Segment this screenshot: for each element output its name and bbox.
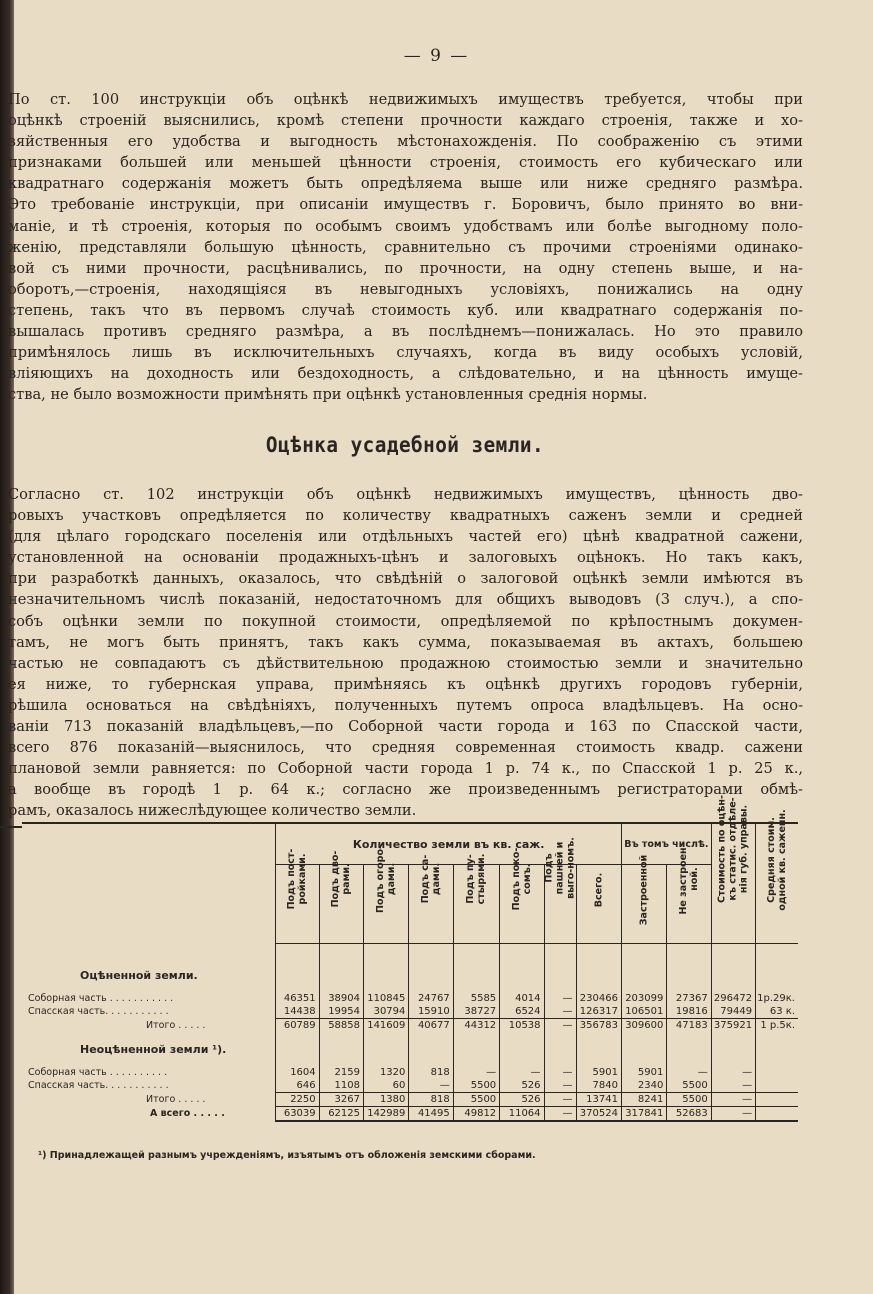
table-cell: 126317 xyxy=(576,1005,621,1019)
table-cell: 106501 xyxy=(621,1005,666,1019)
table-cell: 5585 xyxy=(453,992,499,1005)
table-cell: — xyxy=(667,1066,711,1079)
table-cell: 375921 xyxy=(711,1019,755,1033)
text-line: а вообще въ городѣ 1 р. 64 к.; согласно же произведеннымъ регистраторами обмѣ- xyxy=(8,781,803,799)
total-row xyxy=(22,1019,798,1033)
table-cell: 5500 xyxy=(453,1079,499,1093)
text-line: зяйственныя его удобства и выгодность мѣстонахожденія. По соображенію съ этими xyxy=(8,133,803,151)
table-cell: 14438 xyxy=(276,1005,319,1019)
table-cell: 1р.29к. xyxy=(756,992,798,1005)
table-cell: 63 к. xyxy=(756,1005,798,1019)
table-cell: 1380 xyxy=(364,1093,409,1107)
table-cell xyxy=(756,1093,798,1107)
table-cell: 317841 xyxy=(621,1107,666,1122)
table-cell: 1604 xyxy=(276,1066,319,1079)
table-cell: — xyxy=(711,1079,755,1093)
table-cell: 1320 xyxy=(364,1066,409,1079)
table-cell: 44312 xyxy=(453,1019,499,1033)
column-header: Подъ пост-ройками. xyxy=(276,865,319,944)
text-line: вліяющихъ на доходность или бездоходность, а слѣдовательно, и на цѣнность имуще- xyxy=(8,365,803,383)
table-cell xyxy=(756,1107,798,1122)
table-cell: 60 xyxy=(364,1079,409,1093)
table-cell: 646 xyxy=(276,1079,319,1093)
text-line: собъ оцѣнки земли по покупной стоимости, опредѣляемой по крѣпостнымъ докумен- xyxy=(8,612,803,630)
group-header-including: Въ томъ числѣ. xyxy=(621,823,711,865)
text-line: установленной на основаніи продажныхъ-цѣнъ и залоговыхъ оцѣнокъ. Но такъ какъ, xyxy=(8,549,803,567)
column-header: Подъ дво-рами. xyxy=(319,865,363,944)
table-cell: 4014 xyxy=(500,992,544,1005)
table-cell: 296472 xyxy=(711,992,755,1005)
table-cell: 370524 xyxy=(576,1107,621,1122)
text-line: тамъ, не могъ быть принятъ, такъ какъ сумма, показываемая въ актахъ, большею xyxy=(8,633,803,651)
table-cell: 818 xyxy=(409,1093,453,1107)
table-cell: 63039 xyxy=(276,1107,319,1122)
table-cell: 30794 xyxy=(364,1005,409,1019)
table-cell: 230466 xyxy=(576,992,621,1005)
column-header: Подъ пашней и выго-номъ. xyxy=(544,865,576,944)
group-header-quantity: Количество земли въ кв. саж. xyxy=(276,823,622,865)
table-cell: — xyxy=(711,1107,755,1122)
row-label: Соборная часть . . . . . . . . . . xyxy=(28,1067,168,1078)
table-row xyxy=(22,1005,798,1019)
text-line: ваніи 713 показаній владѣльцевъ,—по Соборной части города и 163 по Спасской части, xyxy=(8,718,803,736)
table-cell: 1108 xyxy=(319,1079,363,1093)
section-heading: Оцѣнка усадебной земли. xyxy=(265,433,545,457)
page-number: — 9 — xyxy=(403,46,470,66)
table-cell: 356783 xyxy=(576,1019,621,1033)
row-label: Соборная часть . . . . . . . . . . . xyxy=(28,993,174,1004)
row-label: Итого . . . . . xyxy=(146,1019,206,1031)
text-line: ства, не было возможности примѣнять при оцѣнкѣ установленныя среднія нормы. xyxy=(8,386,648,404)
text-line: частью не совпадаютъ съ дѣйствительною продажною стоимостью земли и значительно xyxy=(8,654,803,672)
table-cell: — xyxy=(544,1019,576,1033)
column-header: Всего. xyxy=(576,865,621,944)
table-cell: — xyxy=(544,1005,576,1019)
table-cell: 5500 xyxy=(667,1079,711,1093)
table-cell: 49812 xyxy=(453,1107,499,1122)
text-line: признаками большей или меньшей цѣнности строенія, стоимость его кубическаго или xyxy=(8,154,803,172)
column-header: Застроенной xyxy=(621,865,666,944)
text-line: квадратнаго содержанія можетъ быть опредѣляема выше или ниже средняго размѣра. xyxy=(8,175,803,193)
table-row xyxy=(22,1079,798,1093)
table-cell: 40677 xyxy=(409,1019,453,1033)
table-cell: 27367 xyxy=(667,992,711,1005)
table-cell: 5500 xyxy=(667,1093,711,1107)
table-stub-header xyxy=(22,823,276,944)
table-row xyxy=(22,992,798,1005)
text-line: По ст. 100 инструкціи объ оцѣнкѣ недвижимыхъ имуществъ требуется, чтобы при xyxy=(8,91,803,108)
text-line: оборотъ,—строенія, находящіяся въ невыгодныхъ условіяхъ, понижались на одну xyxy=(8,280,803,298)
grand-total-row xyxy=(22,1107,798,1122)
text-line: степень, такъ что въ первомъ случаѣ стоимость куб. или квадратнаго содержанія по- xyxy=(8,301,803,319)
total-row xyxy=(22,1093,798,1107)
table-cell: 5901 xyxy=(576,1066,621,1079)
footnote: ¹) Принадлежащей разнымъ учрежденіямъ, изъятымъ отъ обложенія земскими сборами. xyxy=(38,1150,536,1161)
table-cell: 3267 xyxy=(319,1093,363,1107)
table-cell: 52683 xyxy=(667,1107,711,1122)
table-cell: 60789 xyxy=(276,1019,319,1033)
section-title: Оцѣненной земли. xyxy=(80,969,198,982)
table-cell: — xyxy=(544,992,576,1005)
table-cell: 38904 xyxy=(319,992,363,1005)
text-line: рамъ, оказалось нижеслѣдующее количество земли. xyxy=(8,802,417,820)
column-header: Подъ са-дами. xyxy=(409,865,453,944)
table-cell: 5901 xyxy=(621,1066,666,1079)
table-cell: — xyxy=(453,1066,499,1079)
table-cell: 15910 xyxy=(409,1005,453,1019)
table-cell: 47183 xyxy=(667,1019,711,1033)
table-cell: — xyxy=(500,1066,544,1079)
text-line: Это требованіе инструкціи, при описаніи имуществъ г. Боровичъ, было принято во вни- xyxy=(8,196,803,214)
text-line: ровыхъ участковъ опредѣляется по количеству квадратныхъ саженъ земли и средней xyxy=(8,507,803,525)
text-line: незначительномъ числѣ показаній, недостаточномъ для общихъ выводовъ (3 случ.), а спо- xyxy=(8,591,803,609)
table-cell: — xyxy=(409,1079,453,1093)
text-line: (для цѣлаго городскаго поселенія или отдѣльныхъ частей его) цѣнѣ квадратной сажени, xyxy=(8,528,803,546)
table-cell: 19954 xyxy=(319,1005,363,1019)
text-line: оцѣнкѣ строеній выяснились, кромѣ степени прочности каждаго строенія, также и хо- xyxy=(8,112,803,130)
table-cell: 46351 xyxy=(276,992,319,1005)
table-cell: — xyxy=(544,1079,576,1093)
text-line: вышалась противъ средняго размѣра, а въ послѣднемъ—понижалась. Но это правило xyxy=(8,323,803,341)
table-cell: 6524 xyxy=(500,1005,544,1019)
column-header: Подъ огоро-дами. xyxy=(364,865,409,944)
table-cell: 10538 xyxy=(500,1019,544,1033)
table-row xyxy=(22,1066,798,1079)
table-cell: 8241 xyxy=(621,1093,666,1107)
table-cell: 5500 xyxy=(453,1093,499,1107)
text-line: Согласно ст. 102 инструкціи объ оцѣнкѣ недвижимыхъ имуществъ, цѣнность дво- xyxy=(8,486,803,503)
table-cell: 526 xyxy=(500,1079,544,1093)
table-cell: 818 xyxy=(409,1066,453,1079)
text-line: женію, представляли большую цѣнность, сравнительно съ прочими строеніями одинако- xyxy=(8,238,803,256)
table-cell xyxy=(756,1079,798,1093)
table-cell: — xyxy=(544,1107,576,1122)
table-cell: — xyxy=(711,1066,755,1079)
table-cell: 13741 xyxy=(576,1093,621,1107)
text-line: при разработкѣ данныхъ, оказалось, что свѣдѣній о залоговой оцѣнкѣ земли имѣются въ xyxy=(8,570,803,588)
table-cell: 7840 xyxy=(576,1079,621,1093)
table-cell: 11064 xyxy=(500,1107,544,1122)
column-header: Стоимость по оцѣн-къ статис. отдѣле-нія губ. управы. xyxy=(711,823,755,944)
row-label: Спасская часть. . . . . . . . . . . xyxy=(28,1006,169,1018)
section-title: Неоцѣненной земли ¹). xyxy=(80,1043,227,1056)
table-cell: 309600 xyxy=(621,1019,666,1033)
table-cell: — xyxy=(711,1093,755,1107)
text-line: примѣнялось лишь въ исключительныхъ случаяхъ, когда въ виду особыхъ условій, xyxy=(8,344,803,362)
text-line: маніе, и тѣ строенія, которыя по особымъ своимъ удобствамъ или болѣе выгодному поло- xyxy=(8,217,803,235)
table-cell: 526 xyxy=(500,1093,544,1107)
table-cell: 62125 xyxy=(319,1107,363,1122)
text-line: ея ниже, то губернская управа, примѣняясь къ оцѣнкѣ другихъ городовъ губерніи, xyxy=(8,675,803,693)
table-cell: 2159 xyxy=(319,1066,363,1079)
column-header: Средняя стоим. одной кв. саженн. xyxy=(756,823,798,944)
column-header: Не застроен-ной. xyxy=(667,865,711,944)
table-cell: 141609 xyxy=(364,1019,409,1033)
table-cell: 142989 xyxy=(364,1107,409,1122)
table-cell xyxy=(756,1066,798,1079)
table-cell: 58858 xyxy=(319,1019,363,1033)
table-cell: 24767 xyxy=(409,992,453,1005)
table-cell: 19816 xyxy=(667,1005,711,1019)
column-header: Подъ поко-сомъ. xyxy=(500,865,544,944)
table-cell: 38727 xyxy=(453,1005,499,1019)
row-label: А всего . . . . . xyxy=(150,1108,225,1120)
table-cell: 2250 xyxy=(276,1093,319,1107)
table-cell: 110845 xyxy=(364,992,409,1005)
table-cell: 41495 xyxy=(409,1107,453,1122)
row-label: Итого . . . . . xyxy=(146,1094,206,1105)
text-line: плановой земли равняется: по Соборной части города 1 р. 74 к., по Спасской 1 р. 25 к., xyxy=(8,760,803,778)
table-cell: 1 р.5к. xyxy=(756,1019,798,1033)
text-line: вой съ ними прочности, расцѣнивались, по прочности, на одну степень выше, и на- xyxy=(8,259,803,277)
paragraph-assessment-rules xyxy=(8,89,803,405)
column-header: Подъ пу-стырями. xyxy=(453,865,499,944)
text-line: всего 876 показаній—выяснилось, что средняя современная стоимость квадр. сажени xyxy=(8,739,803,757)
row-label: Спасская часть. . . . . . . . . . . xyxy=(28,1080,169,1092)
table-left-rule xyxy=(0,826,22,828)
table-cell: — xyxy=(544,1066,576,1079)
table-cell: 2340 xyxy=(621,1079,666,1093)
text-line: рѣшила основаться на свѣдѣніяхъ, полученныхъ путемъ опроса владѣльцевъ. На осно- xyxy=(8,696,803,714)
table-cell: 203099 xyxy=(621,992,666,1005)
table-cell: — xyxy=(544,1093,576,1107)
table-cell: 79449 xyxy=(711,1005,755,1019)
paragraph-land-valuation xyxy=(8,484,803,822)
